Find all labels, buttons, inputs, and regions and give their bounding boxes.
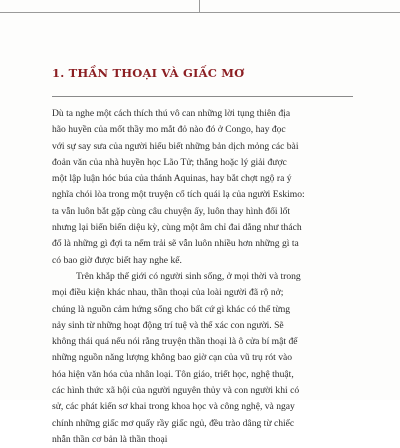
- text-line: chúng là nguồn cảm hứng sống cho bất cứ gì khác có thể từng: [52, 303, 291, 315]
- heading-divider: [52, 96, 353, 97]
- text-line: chính những giấc mơ quấy rầy giấc ngủ, đều trào dâng từ chiếc: [52, 417, 295, 429]
- text-line: các hình thức xã hội của người nguyên thủy và con người khi có: [52, 385, 300, 397]
- text-line: nảy sinh từ những hoạt động trí tuệ và thể xác con người. Sẽ: [52, 319, 284, 331]
- text-line: mọi điều kiện khác nhau, thần thoại của loài người đã rộ nở;: [52, 287, 284, 299]
- text-line: có bao giờ được biết hay nghe kể.: [52, 254, 182, 266]
- text-line: ta vẫn luôn bắt gặp cùng câu chuyện ấy, luôn thay hình đổi lốt: [52, 205, 291, 217]
- top-border-rule: [0, 12, 400, 13]
- text-line: với sự say sưa của người hiểu biết những bản dịch mỏng các bài: [52, 140, 299, 152]
- text-line: nhưng lại biến biến diệu kỳ, cùng một âm chỉ đai dẳng như thách: [52, 222, 302, 234]
- text-line: nghĩa chói lòa trong một truyện cổ tích quái lạ của người Eskimo:: [52, 189, 305, 201]
- text-line: những nguồn năng lượng không bao giờ cạn của vũ trụ rót vào: [52, 352, 293, 364]
- text-line: Dù ta nghe một cách thích thú vô can những lời tụng thiên địa: [52, 108, 291, 119]
- text-line: đoản văn của nhà huyền học Lão Tử; thẳng hoặc lý giải được: [52, 156, 287, 168]
- paragraph-2: [52, 269, 353, 448]
- text-line: một lập luận hóc búa của thánh Aquinas, hay bắt chợt ngộ ra ý: [52, 173, 292, 185]
- text-line: hóa hiện văn hóa của nhân loại. Tôn giáo, triết học, nghệ thuật,: [52, 368, 294, 380]
- top-center-tick: [199, 0, 200, 12]
- text-line: hão huyền của mốt thầy mo mắt đỏ nào đó ở Congo, hay đọc: [52, 124, 286, 136]
- chapter-heading: 1. THẦN THOẠI VÀ GIẤC MƠ: [52, 66, 245, 80]
- text-line: đố là những gì đợi ta nếm trải sẽ vẫn luôn nhiều hơn những gì ta: [52, 238, 299, 250]
- text-line: sử, các phát kiến sơ khai trong khoa học và công nghệ, và ngay: [52, 401, 295, 413]
- paragraph-1: [52, 106, 353, 269]
- text-line: Trên khắp thế giới có người sinh sống, ở mọi thời và trong: [76, 270, 301, 282]
- text-line: không thái quá nếu nói rằng truyện thần thoại là ô cửa bí mật để: [52, 336, 298, 348]
- chapter-body: [52, 106, 353, 448]
- text-line: nhẫn thần cơ bản là thần thoại: [52, 433, 168, 445]
